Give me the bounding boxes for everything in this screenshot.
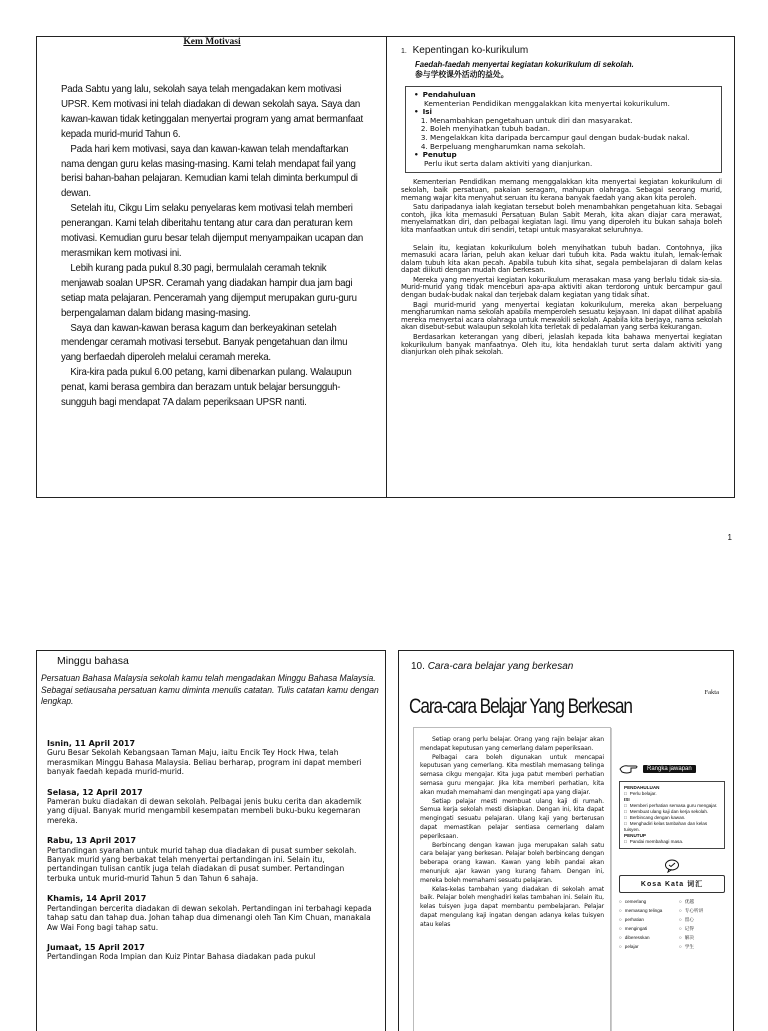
minggu-bahasa-title: Minggu bahasa <box>57 655 129 667</box>
kokurikulum-panel <box>386 36 735 498</box>
outline-penutup-text: Perlu ikut serta dalam aktiviti yang dianjurkan. <box>424 158 593 168</box>
diary-entry <box>47 943 373 962</box>
kosa-kata-meaning: ○ 解决 <box>679 935 723 941</box>
question-number: 10. <box>411 661 425 672</box>
cara-belajar-panel <box>398 650 734 1031</box>
article-para-5: Kelas-kelas tambahan yang diadakan di sekolah amat baik. Pelajar boleh menghadiri kelas tambahan ini. Selain itu, kelas tuisyen juga dapat membantu pembelajaran. Pelajar dapat mengulang kaji ingatan dengan adanya kelas tuisyen atau kelas <box>420 885 604 928</box>
kosa-kata-word: ○ perhatian <box>619 917 679 923</box>
article-big-title: Cara-cara Belajar Yang Berkesan <box>409 695 632 718</box>
article-para-1: Setiap orang perlu belajar. Orang yang rajin belajar akan mendapat keputusan yang cemerlang dalam peperiksaan. <box>420 736 604 752</box>
essay-para-5: Bagi murid-murid yang menyertai kegiatan kokurikulum, mereka akan berpeluang mengharumkan nama sekolah apabila memperoleh sesuatu kejayaan. Ini dapat dilihat apabila mereka menyertai acara olahraga untuk mewakili sekolah. Apabila kita berjaya, nama sekolah akan disebut-sebut walaupun sekolah kita terletak di pedalaman yang serba kekurangan. <box>401 300 722 332</box>
kem-motivasi-panel <box>36 36 387 498</box>
kem-motivasi-title: Kem Motivasi <box>183 37 241 47</box>
diary-text: Pameran buku diadakan di dewan sekolah. Pelbagai jenis buku cerita dan akademik yang dijual. Banyak murid mengambil kesempatan membeli buku-buku kegemaran mereka. <box>47 797 362 825</box>
fakta-label: Fakta <box>704 689 719 696</box>
kem-motivasi-body <box>61 83 366 411</box>
kosa-kata-meaning: ○ 留心 <box>679 917 723 923</box>
outline-isi-item: 2. Boleh menyihatkan tubuh badan. <box>430 125 713 134</box>
kosa-kata-list <box>619 899 725 950</box>
outline-pendahuluan-head: • Pendahuluan <box>414 91 713 100</box>
kosa-kata-meaning: ○ 学生 <box>679 944 723 950</box>
kosa-kata-word: ○ diberesskan <box>619 935 679 941</box>
kem-para-3: Setelah itu, Cikgu Lim selaku penyelaras kem motivasi telah memberi penerangan. Kami telah diberitahu tentang atur cara dan peraturan kem motivasi. Kemudian guru besar telah dijemput menyampaikan ucapan dan merasmikan kem motivasi ini. <box>61 203 364 259</box>
kokurikulum-essay <box>401 179 722 356</box>
outline-isi-item: 1. Menambahkan pengetahuan untuk diri dan masyarakat. <box>430 117 713 126</box>
section-title: Kepentingan ko-kurikulum <box>412 45 529 56</box>
kosa-kata-meaning: ○ 优越 <box>679 899 723 905</box>
question-title: Cara-cara belajar yang berkesan <box>427 661 574 672</box>
diary-entry <box>47 739 373 777</box>
kem-para-1: Pada Sabtu yang lalu, sekolah saya telah mengadakan kem motivasi UPSR. Kem motivasi ini telah diadakan di dewan sekolah saya. Saya dan kawan-kawan tidak ketinggalan menyertai program yang amat bermanfaat kepada murid-murid Tahun 6. <box>61 84 363 140</box>
diary-entry <box>47 788 373 826</box>
rangka-jawapan-box <box>619 781 725 849</box>
speech-bubble-icon <box>664 859 680 873</box>
kosa-kata-heading: Kosa Kata 词汇 <box>619 875 725 893</box>
rangka-item: □ Berbincang dengan kawan. <box>624 815 720 821</box>
section-subtitle-chinese: 参与学校课外活动的益处。 <box>415 70 509 79</box>
diary-date: Khamis, 14 April 2017 <box>47 894 147 904</box>
side-column <box>619 763 725 950</box>
rangka-item: □ Menghadiri kelas tambahan dan kelas tuisyen. <box>624 821 720 833</box>
diary-text: Pertandingan syarahan untuk murid tahap dua diadakan di pusat sumber sekolah. Banyak murid yang berbakat telah menyertai pertandingan ini. Selain itu, pertandingan tulisan cantik juga telah diadakan di pusat sumber. Pertandingan terbuka untuk murid-murid Tahun 5 dan Tahun 6 sahaja. <box>47 845 357 883</box>
diary-date: Rabu, 13 April 2017 <box>47 836 137 846</box>
diary-text: Pertandingan Roda Impian dan Kuiz Pintar Bahasa diadakan pada pukul <box>47 952 316 962</box>
kem-para-6: Kira-kira pada pukul 6.00 petang, kami dibenarkan pulang. Walaupun penat, kami berasa gembira dan berazam untuk belajar bersungguh-sungguh bagi mendapat 7A dalam peperiksaan UPSR nanti. <box>61 367 352 409</box>
minggu-bahasa-panel <box>36 650 386 1031</box>
essay-para-6: Berdasarkan keterangan yang diberi, jelaslah kepada kita bahawa menyertai kegiatan kokurikulum banyak manfaatnya. Oleh itu, kita hendaklah turut serta dalam aktiviti yang dianjurkan oleh pihak sekolah. <box>401 333 722 357</box>
question-heading <box>411 661 573 672</box>
rangka-item: □ Membuat ulang kaji dan kerja sekolah. <box>624 809 720 815</box>
outline-isi-item: 3. Mengelakkan kita daripada bercampur gaul dengan budak-budak nakal. <box>430 134 713 143</box>
outline-isi-head: • Isi <box>414 108 713 117</box>
outline-isi-item: 4. Berpeluang mengharumkan nama sekolah. <box>430 143 713 152</box>
diary-entry <box>47 836 373 883</box>
diary-entries <box>47 739 373 973</box>
article-para-2: Pelbagai cara boleh digunakan untuk mencapai keputusan yang cemerlang. Kita mestilah memasang telinga semasa cikgu mengajar. Kita juga patut memberi perhatian semasa guru mengajar. Jika kita memberi perhatian, kita akan mudah memahami dan mengingati apa yang diajar. <box>420 753 604 796</box>
outline-pendahuluan-text: Kementerian Pendidikan menggalakkan kita menyertai kokurikulum. <box>424 98 670 108</box>
rangka-penutup: PENUTUP <box>624 833 646 838</box>
diary-date: Isnin, 11 April 2017 <box>47 739 136 748</box>
diary-date: Jumaat, 15 April 2017 <box>47 942 145 952</box>
kem-para-4: Lebih kurang pada pukul 8.30 pagi, bermulalah ceramah teknik menjawab soalan UPSR. Ceramah yang diadakan hampir dua jam bagi setiap mata pelajaran. Penceramah yang dijemput merupakan guru-guru berpengalaman dalam bidang masing-masing. <box>61 262 357 319</box>
kem-para-2: Pada hari kem motivasi, saya dan kawan-kawan telah mendaftarkan nama dengan guru kelas masing-masing. Kami telah mendapat fail yang berisi bahan-bahan pelajaran. Kemudian kami telah diminta berkumpul di dewan. <box>61 143 358 200</box>
outline-penutup-head: • Penutup <box>414 151 713 160</box>
minggu-bahasa-intro: Persatuan Bahasa Malaysia sekolah kamu telah mengadakan Minggu Bahasa Malaysia. Sebagai setiausaha persatuan kamu diminta menulis catatan. Tulis catatan kamu dengan lengkap. <box>41 673 379 706</box>
kem-para-5: Saya dan kawan-kawan berasa kagum dan berkeyakinan setelah mendengar ceramah motivasi tersebut. Banyak pengetahuan dan ilmu yang berfaedah diperoleh melalui ceramah mereka. <box>61 322 348 364</box>
section-number: 1. <box>401 48 407 55</box>
kosa-kata-word: ○ mengingati <box>619 926 679 932</box>
rangka-item: □ Perlu belajar. <box>624 791 720 797</box>
kosa-kata-word: ○ memasang telinga <box>619 908 679 914</box>
rangka-jawapan-label: Rangka jawapan <box>643 765 696 773</box>
rangka-pendahuluan: PENDAHULUAN <box>624 785 660 790</box>
section-subtitle: Faedah-faedah menyertai kegiatan kokurikulum di sekolah. <box>415 60 634 69</box>
diary-text: Pertandingan bercerita diadakan di dewan sekolah. Pertandingan ini terbahagi kepada tahap satu dan tahap dua. Johan tahap dua dimenangi oleh Tan Kim Chuan, manakala Aw Wai Fong bagi tahap satu. <box>47 903 372 932</box>
article-box <box>413 727 611 1031</box>
pointing-hand-icon <box>619 763 639 775</box>
kokurikulum-heading <box>401 45 722 56</box>
rangka-item: □ Pandai membahagi masa. <box>624 839 720 845</box>
kosa-kata-meaning: ○ 专心听讲 <box>679 908 723 914</box>
kosa-kata-word: ○ pelajar <box>619 944 679 950</box>
outline-box <box>405 86 722 173</box>
diary-text: Guru Besar Sekolah Kebangsaan Taman Maju, iaitu Encik Tey Hock Hwa, telah merasmikan Minggu Bahasa Malaysia. Beliau berharap, program ini dapat memberi banyak faedah kepada murid-murid. <box>47 748 362 777</box>
rangka-isi: ISI <box>624 797 630 802</box>
article-para-4: Berbincang dengan kawan juga merupakan salah satu cara belajar yang berkesan. Pelajar boleh berbincang dengan beberapa orang kawan. Kawan yang lebih pandai akan menunjuk ajar kawan yang kurang faham. Dengan ini, mereka boleh memahami sesuatu pelajaran. <box>420 841 604 884</box>
essay-para-1: Kementerian Pendidikan memang menggalakkan kita menyertai kegiatan kokurikulum di sekolah, baik persatuan, pakaian seragam, mahupun olahraga. Sebagai seorang murid, memang wajar kita menyahut seruan itu kerana banyak faedah yang akan kita peroleh. <box>401 178 722 202</box>
article-para-3: Setiap pelajar mesti membuat ulang kaji di rumah. Semua kerja sekolah mesti disiapkan. Dengan ini, kita dapat mengingati sesuatu pelajaran. Ulang kaji yang berterusan dapat memastikan pelajar sentiasa cemerlang dalam peperiksaan. <box>420 797 604 840</box>
rangka-jawapan-tag <box>619 763 725 775</box>
essay-para-4: Mereka yang menyertai kegiatan kokurikulum merasakan masa yang berlalu tidak sia-sia. Murid-murid yang tidak menceburi apa-apa aktiviti akan terdorong untuk bercampur gaul dengan budak-budak nakal dan terjebak dalam kegiatan yang tidak sihat. <box>401 275 722 300</box>
page-number: 1 <box>727 533 732 542</box>
kosa-kata-word: ○ cemerlang <box>619 899 679 905</box>
essay-para-3: Selain itu, kegiatan kokurikulum boleh menyihatkan tubuh badan. Contohnya, jika memasuki acara larian, peluh akan keluar dari tubuh kita. Pada waktu itulah, lemak-lemak dalam tubuh kita akan pecah. Apabila tubuh kita sihat, segala pembelajaran di dalam kelas dapat diikuti dengan mudah dan berkesan. <box>401 243 722 275</box>
essay-para-2: Satu daripadanya ialah kegiatan tersebut boleh menambahkan pengetahuan kita. Sebagai contoh, jika kita memasuki Persatuan Bulan Sabit Merah, kita akan diajar cara merawat, menyelamatkan diri, dan pelbagai kegiatan lagi. Ilmu yang diperoleh itu bukan sahaja boleh kita manfaatkan untuk diri sendiri, tetapi untuk masyarakat seluruhnya. <box>401 203 722 234</box>
kosa-kata-meaning: ○ 记得 <box>679 926 723 932</box>
diary-entry <box>47 894 373 932</box>
diary-date: Selasa, 12 April 2017 <box>47 787 143 797</box>
rangka-item: □ Memberi perhatian semasa guru mengajar. <box>624 803 720 809</box>
outline-isi-list <box>414 117 713 151</box>
article-text <box>420 736 604 930</box>
